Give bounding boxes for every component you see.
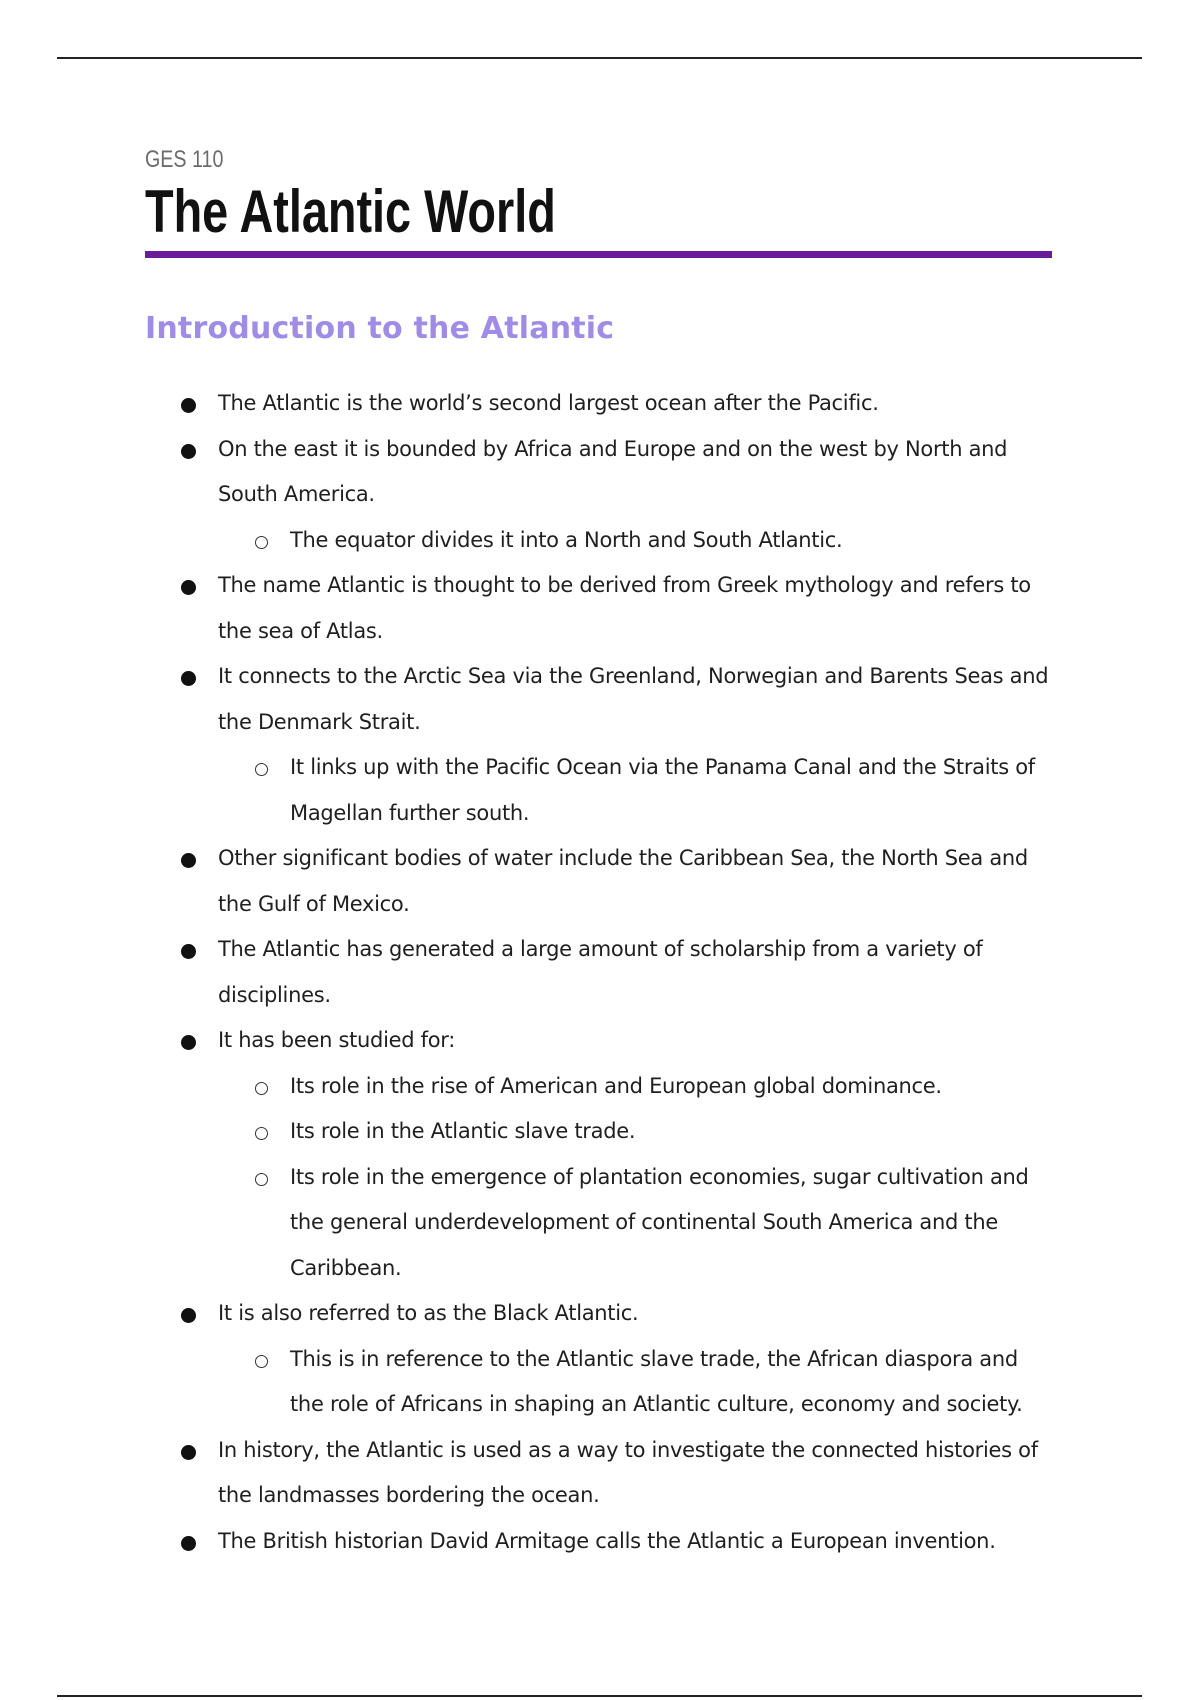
list-item-text: Its role in the rise of American and European global dominance. [290, 1073, 942, 1098]
bullet-icon [181, 580, 196, 595]
list-item [145, 518, 1055, 564]
list-item [145, 381, 1055, 427]
hollow-bullet-icon [255, 1082, 268, 1095]
list-item-text: It has been studied for: [218, 1028, 456, 1052]
list-item [145, 427, 1055, 518]
list-item [145, 1155, 1055, 1292]
bullet-icon [181, 1035, 196, 1050]
page-title: The Atlantic World [145, 178, 556, 245]
list-item-text: It is also referred to as the Black Atlantic. [218, 1301, 639, 1325]
list-item [145, 1337, 1055, 1428]
list-item-text: The name Atlantic is thought to be derived from Greek mythology and refers to the sea of Atlas. [218, 573, 1031, 643]
bullet-icon [181, 944, 196, 959]
list-item [145, 1291, 1055, 1337]
list-item-text: The British historian David Armitage calls the Atlantic a European invention. [218, 1528, 996, 1553]
list-item-text: Its role in the Atlantic slave trade. [290, 1119, 636, 1143]
list-item-text: This is in reference to the Atlantic slave trade, the African diaspora and the role of Africans in shaping an Atlantic culture, economy and society. [290, 1346, 1023, 1416]
list-item [145, 654, 1055, 745]
bullet-list [145, 381, 1055, 1564]
hollow-bullet-icon [255, 1127, 268, 1140]
hollow-bullet-icon [255, 763, 268, 776]
hollow-bullet-icon [255, 536, 268, 549]
list-item [145, 1064, 1055, 1110]
list-item [145, 1519, 1055, 1565]
bullet-icon [181, 853, 196, 868]
list-item-text: It links up with the Pacific Ocean via the Panama Canal and the Straits of Magellan further south. [290, 755, 1035, 825]
list-item-text: The Atlantic is the world’s second largest ocean after the Pacific. [218, 391, 879, 415]
section-heading: Introduction to the Atlantic [145, 311, 615, 346]
bullet-icon [181, 671, 196, 686]
bullet-icon [181, 444, 196, 459]
list-item [145, 745, 1055, 836]
list-item-text: Its role in the emergence of plantation economies, sugar cultivation and the general underdevelopment of continental South America and the Caribbean. [290, 1164, 1029, 1280]
list-item [145, 1018, 1055, 1064]
list-item-text: The equator divides it into a North and South Atlantic. [290, 527, 843, 552]
hollow-bullet-icon [255, 1173, 268, 1186]
bottom-rule [57, 1695, 1142, 1697]
list-item-text: It connects to the Arctic Sea via the Greenland, Norwegian and Barents Seas and the Denmark Strait. [218, 664, 1049, 734]
bullet-icon [181, 1308, 196, 1323]
top-rule [57, 57, 1142, 59]
bullet-icon [181, 398, 196, 413]
list-item [145, 836, 1055, 927]
list-item-text: The Atlantic has generated a large amount of scholarship from a variety of disciplines. [218, 937, 983, 1007]
document-page [145, 145, 1055, 1564]
list-item [145, 563, 1055, 654]
title-underline [145, 251, 1052, 258]
hollow-bullet-icon [255, 1355, 268, 1368]
list-item [145, 1109, 1055, 1155]
list-item [145, 927, 1055, 1018]
bullet-icon [181, 1536, 196, 1551]
course-code: GES 110 [145, 146, 224, 173]
bullet-icon [181, 1445, 196, 1460]
list-item-text: On the east it is bounded by Africa and Europe and on the west by North and South America. [218, 436, 1008, 506]
list-item-text: In history, the Atlantic is used as a way to investigate the connected histories of the landmasses bordering the ocean. [218, 1437, 1038, 1507]
list-item-text: Other significant bodies of water include the Caribbean Sea, the North Sea and the Gulf of Mexico. [218, 846, 1028, 916]
list-item [145, 1428, 1055, 1519]
